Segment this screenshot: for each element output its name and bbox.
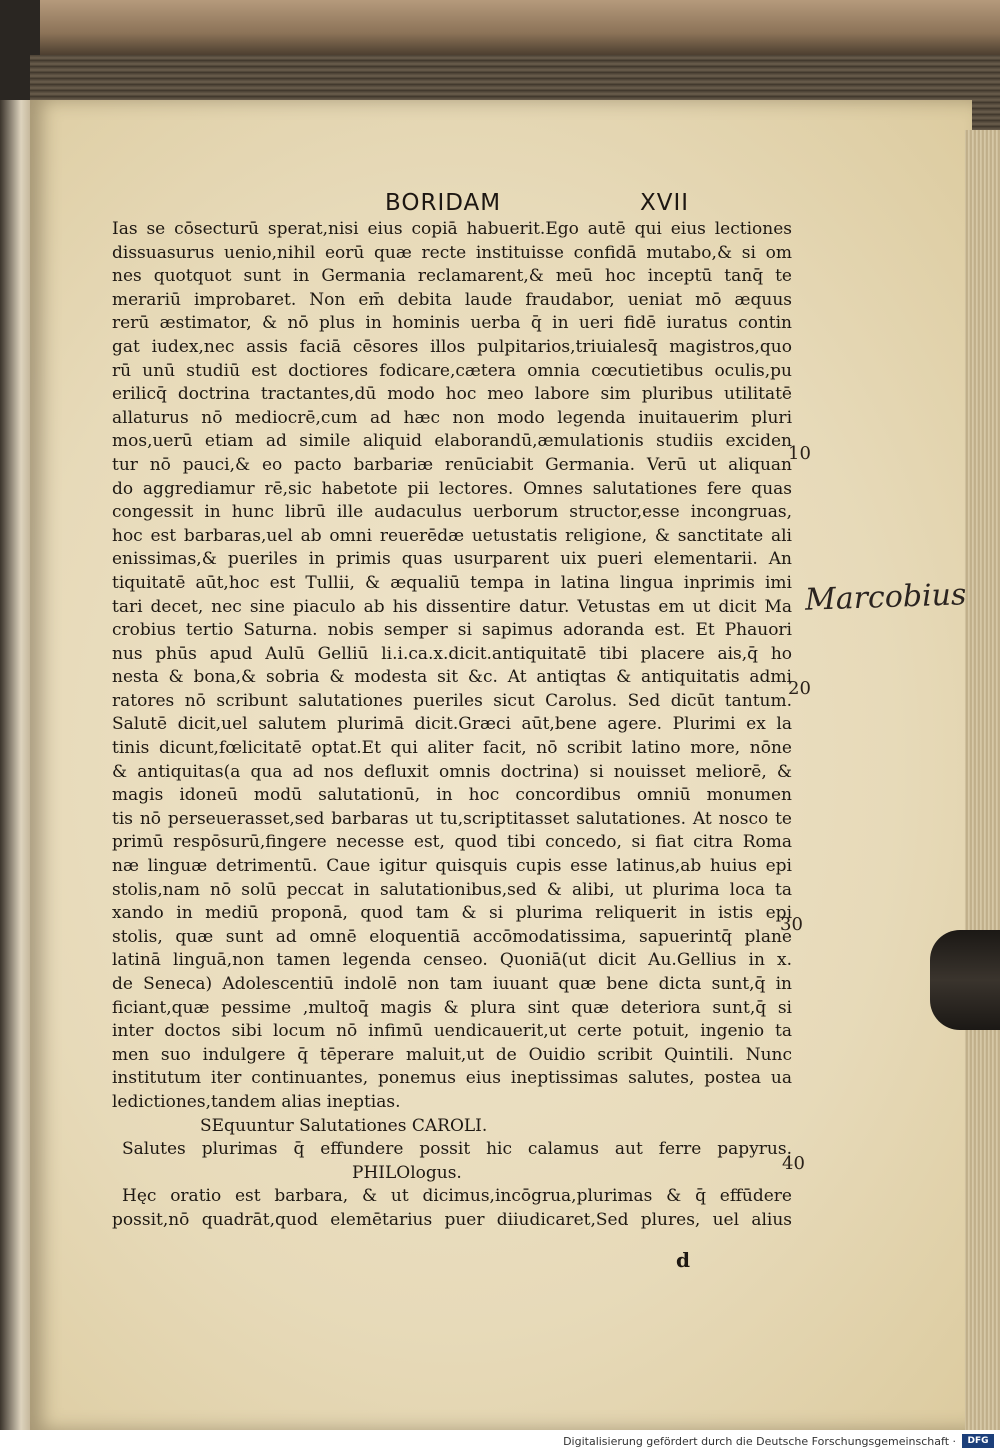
handwritten-margin-note: Marcobius xyxy=(804,577,967,618)
text-line: de Seneca) Adolescentiū indolē non tam iuuant quæ bene dicta sunt,q̄ in xyxy=(112,974,792,994)
text-block xyxy=(112,218,792,1233)
text-line: ledictiones,tandem alias ineptias. xyxy=(112,1091,401,1112)
dfg-logo: DFG xyxy=(962,1434,994,1448)
text-line: ficiant,quæ pessime ,multoq̄ magis & plura sint quæ deteriora sunt,q̄ si xyxy=(112,997,792,1018)
text-line: do aggrediamur rē,sic habetote pii lectores. Omnes salutationes fere quas xyxy=(112,478,792,499)
text-line: institutum iter continuantes, ponemus eius ineptissimas salutes, postea ua xyxy=(112,1068,792,1089)
text-line: nus phūs apud Aulū Gelliū li.i.ca.x.dicit.antiquitatē tibi placere ais,q̄ ho xyxy=(112,643,792,664)
margin-line-number: 10 xyxy=(788,443,811,464)
text-line: merariū improbaret. Non em̄ debita laude fraudabor, ueniat mō æquus xyxy=(112,289,792,310)
text-line: stolis, quæ sunt ad omnē eloquentiā accōmodatissima, sapuerintq̄ plane xyxy=(112,926,792,947)
running-title: BORIDAM xyxy=(385,190,502,216)
text-line: crobius tertio Saturna. nobis semper si sapimus adoranda est. Et Phauori xyxy=(112,620,792,641)
footer-bar xyxy=(0,1430,1000,1454)
text-line: xando in mediū proponā, quod tam & si plurima reliquerit in istis epi xyxy=(112,903,792,924)
text-line: erilicq̄ doctrina tractantes,dū modo hoc meo labore sim pluribus utilitatē xyxy=(112,384,792,405)
text-line: mos,uerū etiam ad simile aliquid elaborandū,æmulationis studiis exciden xyxy=(112,431,792,452)
text-line: magis idoneū modū salutationū, in hoc concordibus omniū monumen xyxy=(112,785,792,806)
text-line: tur nō pauci,& eo pacto barbariæ renūciabit Germania. Verū ut aliquan xyxy=(112,454,792,475)
text-line: congessit in hunc librū ille audaculus uerborum structor,esse incongruas, xyxy=(112,502,792,523)
text-line: primū respōsurū,fingere necesse est, quod tibi concedo, si fiat citra Roma xyxy=(112,832,792,853)
text-line: rerū æstimator, & nō plus in hominis uerba q̄ in ueri fidē iuratus contin xyxy=(112,313,792,334)
text-line: nesta & bona,& sobria & modesta sit &c. At antiqtas & antiquitatis admi xyxy=(112,667,792,688)
text-line: possit,nō quadrāt,quod elemētarius puer diiudicaret,Sed plures, uel alius xyxy=(112,1209,792,1230)
text-line: nes quotquot sunt in Germania reclamarent,& meū hoc inceptū tanq̄ te xyxy=(112,266,792,287)
text-line: & antiquitas(a qua ad nos defluxit omnis doctrina) si nouisset meliorē, & xyxy=(112,761,792,782)
text-line: rū unū studiū est doctiores fodicare,cætera omnia cœcutietibus oculis,pu xyxy=(112,360,792,381)
text-line: næ linguæ detrimentū. Caue igitur quisquis cupis esse latinus,ab huius epi xyxy=(112,856,792,877)
funding-credit: Digitalisierung gefördert durch die Deutsche Forschungsgemeinschaft · xyxy=(563,1435,956,1448)
text-line: tis nō perseuerasset,sed barbaras ut tu,scriptitasset salutationes. At nosco te xyxy=(112,808,792,829)
text-line: dissuasurus uenio,nihil eorū quæ recte instituisse confidā mutabo,& si om xyxy=(112,242,792,263)
book-binding-top xyxy=(40,0,1000,60)
text-line: allaturus nō mediocrē,cum ad hæc non modo legenda inuitauerim pluri xyxy=(112,407,792,428)
text-line: ratores nō scribunt salutationes pueriles sicut Carolus. Sed dicūt tantum. xyxy=(112,690,792,711)
catchword: d xyxy=(676,1248,690,1272)
book-clasp xyxy=(930,930,1000,1030)
margin-line-number: 40 xyxy=(782,1153,805,1174)
margin-line-number: 20 xyxy=(788,678,811,699)
text-line: tinis dicunt,fœlicitatē optat.Et qui aliter facit, nō scribit latino more, nōne xyxy=(112,738,792,759)
text-line: gat iudex,nec assis faciā cēsores illos pulpitarios,triuialesq̄ magistros,quo xyxy=(112,336,792,357)
text-line: PHILOlogus. xyxy=(352,1162,462,1183)
text-line: enissimas,& pueriles in primis quas usurparent uix pueri elementarii. An xyxy=(112,549,792,570)
text-line: Salutes plurimas q̄ effundere possit hic calamus aut ferre papyrus. xyxy=(122,1139,792,1160)
text-line: Salutē dicit,uel salutem plurimā dicit.Græci aūt,bene agere. Plurimi ex la xyxy=(112,714,792,735)
folio-number: XVII xyxy=(640,190,690,216)
text-line: inter doctos sibi locum nō infimū uendicauerit,ut certe potuit, ingenio ta xyxy=(112,1021,792,1042)
text-line: SEquuntur Salutationes CAROLI. xyxy=(200,1115,488,1136)
text-line: men suo indulgere q̄ tēperare maluit,ut de Ouidio scribit Quintili. Nunc xyxy=(112,1044,792,1065)
text-line: latinā linguā,non tamen legenda censeo. Quoniā(ut dicit Au.Gellius in x. xyxy=(112,950,792,971)
text-line: hoc est barbaras,uel ab omni reuerēdæ uetustatis religione, & sanctitate ali xyxy=(112,525,792,546)
margin-line-number: 30 xyxy=(780,914,803,935)
text-line: stolis,nam nō solū peccat in salutationibus,sed & alibi, ut plurima loca ta xyxy=(112,879,792,900)
text-line: Ias se cōsecturū sperat,nisi eius copiā habuerit.Ego autē qui eius lectiones xyxy=(112,219,792,239)
text-line: tiquitatē aūt,hoc est Tullii, & æqualiū tempa in latina lingua inprimis imi xyxy=(112,572,792,593)
text-line: tari decet, nec sine piaculo ab his dissentire datur. Vetustas em ut dicit Ma xyxy=(112,596,792,617)
left-page-gutter xyxy=(0,100,30,1430)
page-edges-right xyxy=(965,130,1000,1430)
text-line: Hęc oratio est barbara, & ut dicimus,incōgrua,plurimas & q̄ effūdere xyxy=(122,1186,792,1207)
